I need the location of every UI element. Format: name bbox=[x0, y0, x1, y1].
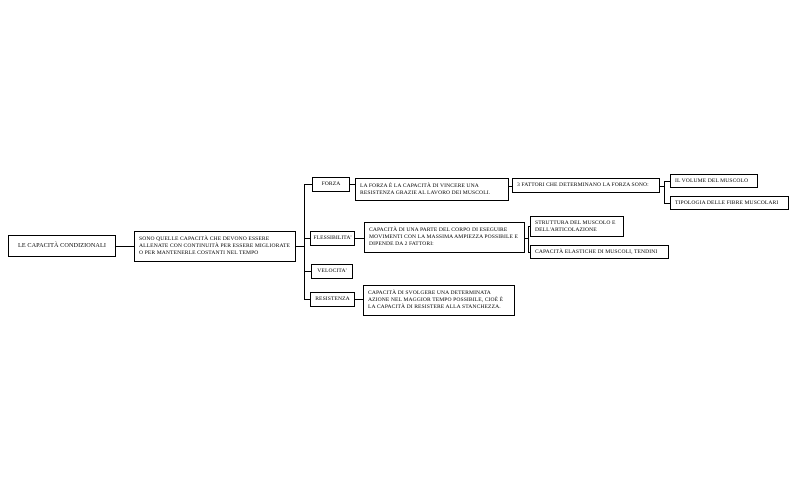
connector-branch-velocita bbox=[304, 271, 311, 272]
node-capacita-elastiche[interactable] bbox=[530, 245, 669, 259]
connector-definition-trunk bbox=[296, 246, 304, 247]
node-volume-muscolo[interactable] bbox=[670, 174, 758, 188]
node-label: SONO QUELLE CAPACITÀ CHE DEVONO ESSERE ALLENATE CON CONTINUITÀ PER ESSERE MIGLIORATE O PER MANTENERLE COSTANTI NEL TEMPO bbox=[139, 236, 291, 256]
connector-branch-forza bbox=[304, 184, 312, 185]
node-label: CAPACITÀ DI UNA PARTE DEL CORPO DI ESEGUIRE MOVIMENTI CON LA MASSIMA AMPIEZZA POSSIBILE E DIPENDE DA 2 FATTORI: bbox=[369, 227, 519, 247]
node-label: STRUTTURA DEL MUSCOLO E DELL'ARTICOLAZIONE bbox=[535, 219, 616, 233]
node-flessibilita-definizione[interactable] bbox=[364, 222, 525, 253]
node-fattori-forza[interactable] bbox=[512, 178, 660, 193]
node-definizione-capacita[interactable] bbox=[134, 231, 296, 262]
node-label: VELOCITA' bbox=[317, 268, 347, 275]
node-flessibilita[interactable] bbox=[310, 231, 355, 246]
node-label: RESISTENZA bbox=[315, 296, 350, 303]
connector-branch-spine bbox=[304, 184, 305, 300]
node-capacita-condizionali[interactable] bbox=[8, 235, 116, 257]
node-forza[interactable] bbox=[312, 177, 350, 192]
node-resistenza[interactable] bbox=[310, 292, 355, 307]
node-velocita[interactable] bbox=[311, 264, 353, 279]
node-resistenza-definizione[interactable] bbox=[363, 285, 515, 316]
node-label: FORZA bbox=[321, 181, 341, 188]
node-label: LA FORZA È LA CAPACITÀ DI VINCERE UNA RESISTENZA GRAZIE AL LAVORO DEI MUSCOLI. bbox=[360, 182, 491, 196]
node-label: IL VOLUME DEL MUSCOLO bbox=[675, 177, 749, 184]
node-tipologia-fibre[interactable] bbox=[670, 196, 789, 210]
connector-root-definition bbox=[116, 246, 134, 247]
node-label: LE CAPACITÀ CONDIZIONALI bbox=[17, 242, 107, 250]
node-label: CAPACITÀ DI SVOLGERE UNA DETERMINATA AZIONE NEL MAGGIOR TEMPO POSSIBILE, CIOÈ È LA CAPACITÀ DI RESISTERE ALLA STANCHEZZA. bbox=[368, 290, 504, 310]
connector-resistenza-definition bbox=[355, 299, 363, 300]
connector-fattori-spine bbox=[664, 181, 665, 203]
node-forza-definizione[interactable] bbox=[355, 178, 509, 201]
node-label: FLESSIBILITA' bbox=[313, 235, 352, 242]
connector-flessibilita-definition bbox=[355, 238, 364, 239]
node-label: 3 FATTORI CHE DETERMINANO LA FORZA SONO: bbox=[517, 182, 649, 189]
connector-flessibilita-spine bbox=[528, 226, 529, 252]
node-label: CAPACITÀ ELASTICHE DI MUSCOLI, TENDINI bbox=[535, 248, 658, 255]
node-label: TIPOLOGIA DELLE FIBRE MUSCOLARI bbox=[675, 199, 779, 206]
node-struttura-muscolo[interactable] bbox=[530, 216, 624, 237]
